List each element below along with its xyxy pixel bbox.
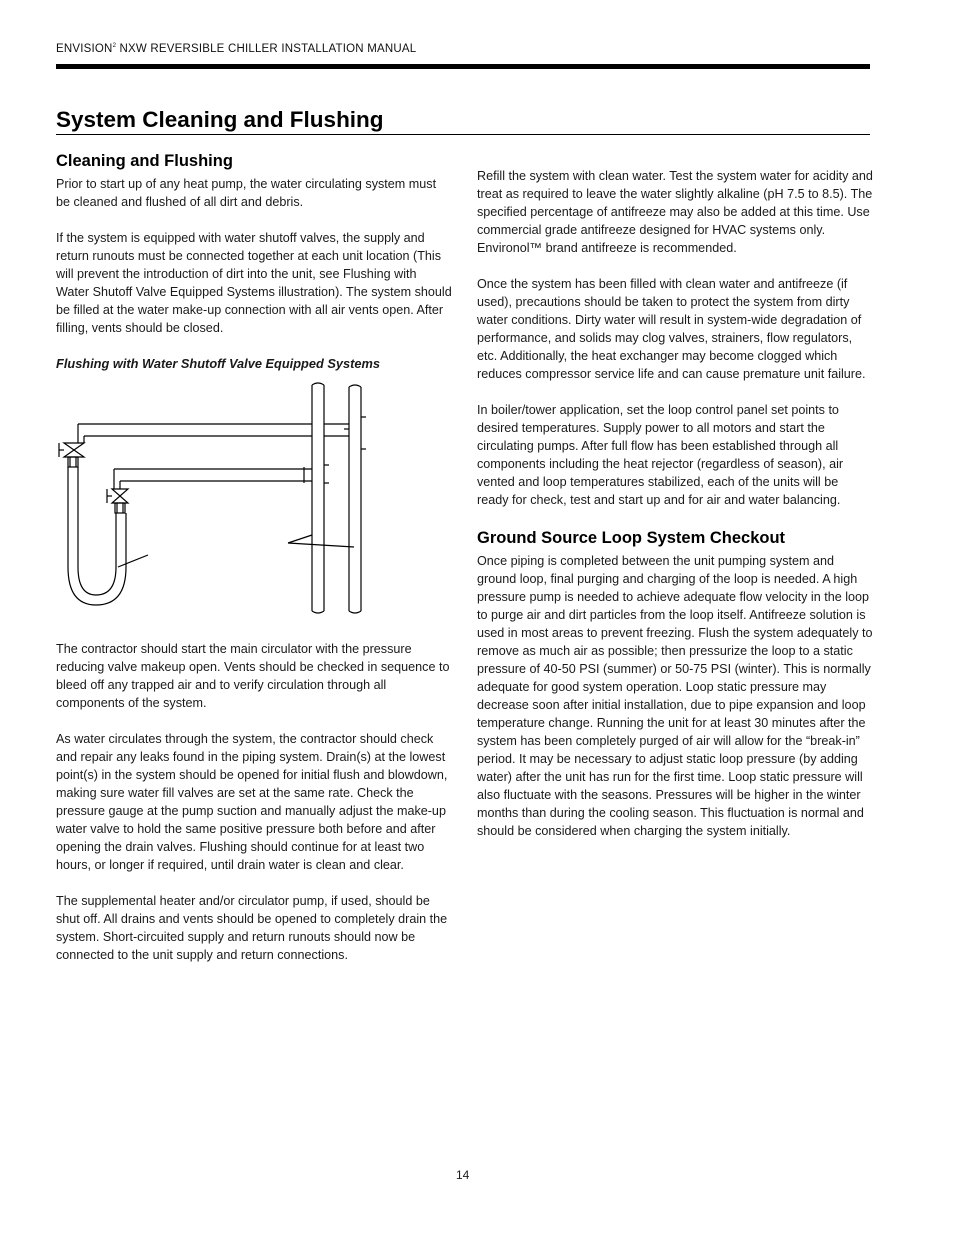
ground-loop-heading: Ground Source Loop System Checkout <box>477 529 786 547</box>
left-paragraph-3: The contractor should start the main circulator with the pressure reducing valve makeup open. Vents should be checked in sequence to bleed off any trapped air and to verify circulation through all components of the system. <box>56 642 450 710</box>
figure-caption: Flushing with Water Shutoff Valve Equipped Systems <box>56 356 380 371</box>
right-paragraph-3: In boiler/tower application, set the loop control panel set points to desired temperatures. Supply power to all motors and start the circulating pumps. After full flow has been established through all components including the heat rejector (regardless of season), air vented and loop temperatures stabilized, each of the units will be ready for check, test and start up and for air and water balancing. <box>477 403 844 507</box>
page-title: System Cleaning and Flushing <box>56 107 384 132</box>
left-column <box>56 150 452 982</box>
running-header: ENVISION$^2$ NXW REVERSIBLE CHILLER INSTALLATION MANUAL <box>56 43 417 55</box>
cleaning-flushing-heading: Cleaning and Flushing <box>56 152 233 170</box>
left-paragraph-1: Prior to start up of any heat pump, the water circulating system must be cleaned and flushed of all dirt and debris. <box>56 177 437 209</box>
left-paragraph-4: As water circulates through the system, the contractor should check and repair any leaks found in the piping system. Drain(s) at the lowest point(s) in the system should be opened for initial flush and blowdown, making sure water fill valves are set at the same rate. Check the pressure gauge at the pump suction and manually adjust the make-up water valve to hold the same positive pressure both before and after opening the drain valves. Flushing should continue for at least two hours, or longer if required, until drain water is clean and clear. <box>56 732 448 872</box>
flushing-diagram <box>56 377 452 640</box>
page-number: 14 <box>456 1168 470 1182</box>
left-paragraph-5: The supplemental heater and/or circulator pump, if used, should be shut off. All drains and vents should be opened to completely drain the system. Short-circuited supply and return runouts should now be connected to the unit supply and return connections. <box>56 894 448 962</box>
header-rule <box>56 64 870 69</box>
right-paragraph-2: Once the system has been filled with clean water and antifreeze (if used), precautions should be taken to protect the system from dirty water conditions. Dirty water will result in system-wide degradation of performance, and solids may clog valves, strainers, flow regulators, etc. Additionally, the heat exchanger may become clogged which reduces compressor service life and can cause premature unit failure. <box>477 277 866 381</box>
left-paragraph-2: If the system is equipped with water shutoff valves, the supply and return runouts must be connected together at each unit location (This will prevent the introduction of dirt into the unit, see Flushing with Water Shutoff Valve Equipped Systems illustration). The system should be filled at the water make-up connection with all air vents open. After filling, vents should be closed. <box>56 231 452 335</box>
right-paragraph-4: Once piping is completed between the unit pumping system and ground loop, final purging and charging of the loop is needed. A high pressure pump is needed to achieve adequate flow velocity in the loop to purge air and dirt particles from the loop itself. Antifreeze solution is used in most areas to prevent freezing. Flush the system adequately to remove as much air as possible; then pressurize the loop to a static pressure of 40-50 PSI (summer) or 50-75 PSI (winter). This is normally adequate for good system operation. Loop static pressure may decrease soon after initial installation, due to pipe expansion and loop temperature change. Running the unit for at least 30 minutes after the system has been completely purged of air will allow for the “break-in” period. It may be necessary to adjust static loop pressure (by adding water) after the unit has run for the first time. Loop static pressure will also fluctuate with the seasons. Pressures will be higher in the winter months than during the cooling season. This fluctuation is normal and should be considered when charging the system initially. <box>477 554 873 838</box>
right-column <box>477 167 873 858</box>
right-paragraph-1: Refill the system with clean water. Test the system water for acidity and treat as required to leave the water slightly alkaline (pH 7.5 to 8.5). The specified percentage of antifreeze may also be added at this time. Use commercial grade antifreeze designed for HVAC systems only. Environol™ brand antifreeze is recommended. <box>477 169 873 255</box>
title-rule <box>56 134 870 135</box>
